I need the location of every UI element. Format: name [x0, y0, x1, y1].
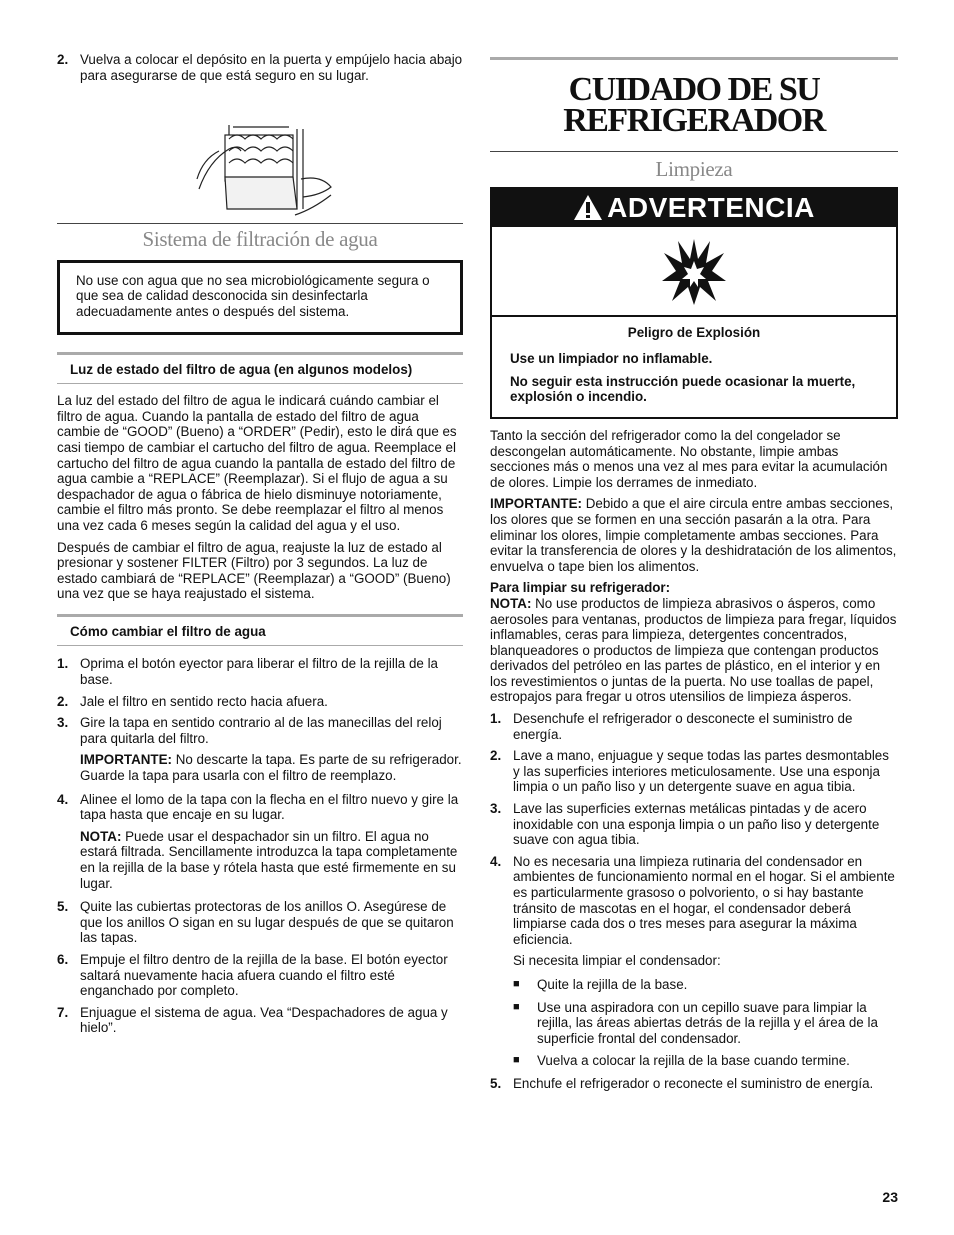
step-4 — [57, 792, 463, 823]
step-text: Enchufe el refrigerador o reconecte el suministro de energía. — [513, 1075, 874, 1091]
clean-heading: Para limpiar su refrigerador: — [490, 580, 671, 596]
note-label: NOTA: — [490, 595, 532, 611]
warning-instruction: Use un limpiador no inflamable. — [510, 351, 713, 367]
step-number: 2. — [490, 748, 502, 764]
step-text: Gire la tapa en sentido contrario al de las manecillas del reloj para quitarla del filtro. — [80, 715, 442, 746]
page-number: 23 — [882, 1189, 898, 1205]
warning-header — [492, 189, 896, 227]
warning-consequence: No seguir esta instrucción puede ocasionar la muerte, explosión o incendio. — [510, 373, 856, 405]
step-text: Alinee el lomo de la tapa con la flecha en el filtro nuevo y gire la tapa hasta que encaje en su lugar. — [80, 791, 459, 823]
step-number: 3. — [57, 715, 69, 731]
warning-text — [492, 317, 896, 417]
step-note — [57, 752, 463, 783]
step-text: No es necesaria una limpieza rutinaria del condensador en ambientes de funcionamiento normal en el hogar. Si el ambiente es particularmente grasoso o polvoriento, o si hay bastante tránsito de mascotas en el hogar, el condensador deberá limpiarse cada dos o tres meses para asegurar la máxima eficiencia. — [513, 853, 895, 947]
list-item — [513, 977, 898, 993]
step-2 — [57, 52, 463, 83]
paragraph: La luz del estado del filtro de agua le indicará cuándo cambiar el filtro de agua. Cuando la pantalla de estado del filtro de agua cambie de “GOOD” (Bueno) a “ORDER” (Pedir), esto le dirá que es casi tiempo de cambiar el cartucho del filtro de agua. Reemplace el cartucho del filtro de agua cuando la pantalla de estado del filtro de agua cambie a “REPLACE” (Reemplazar). Si el flujo de agua a su despachador de agua o fábrica de hielo disminuye notoriamente, cambie el filtro más pronto. Se debe reemplazar el filtro al menos una vez cada 6 meses según la calidad del agua y el uso. — [57, 393, 457, 533]
change-filter-steps — [57, 656, 463, 1035]
step-1 — [490, 711, 898, 742]
step-5 — [490, 1076, 898, 1092]
warning-box — [490, 187, 898, 419]
step-number: 5. — [490, 1075, 502, 1091]
notice-box — [57, 260, 463, 335]
important-text: Debido a que el aire circula entre ambas secciones, los olores que se formen en una sección pasarán a la otra. Para eliminar los olores, limpie completamente ambas secciones. Para evitar la transferencia de olores y la deshidratación de los alimentos, envuelva o tape bien los alimentos. — [490, 496, 897, 574]
note-label: NOTA: — [80, 828, 122, 844]
bullet-list — [490, 977, 898, 1069]
step-note — [57, 829, 463, 891]
note-text: Puede usar el despachador sin un filtro. El agua no estará filtrada. Sencillamente introduzca la tapa completamente en la rejilla de la base y rótela hasta que esté firmemente en su lugar. — [80, 828, 458, 891]
paragraph: Tanto la sección del refrigerador como la del congelador se descongelan automáticamente. No obstante, limpie ambas secciones más o menos una vez al mes para evitar la acumulación de olores. Limpie los derrames de inmediato. — [490, 427, 888, 490]
step-6 — [57, 952, 463, 999]
step-number: 5. — [57, 899, 69, 915]
step-number: 2. — [57, 52, 69, 67]
step-text: Lave las superficies externas metálicas pintadas y de acero inoxidable con una esponja limpia o un paño liso y detergente suave con agua tibia. — [513, 801, 880, 848]
step-text: Enjuague el sistema de agua. Vea “Despachadores de agua y hielo”. — [80, 1004, 448, 1036]
step-text: Lave a mano, enjuague y seque todas las partes desmontables y las superficies interiores meticulosamente. Use una esponja limpia o un paño liso y un detergente suave en agua tibia. — [513, 748, 889, 795]
step-number: 3. — [490, 801, 502, 817]
step-number: 7. — [57, 1004, 69, 1020]
list-item — [513, 1000, 898, 1047]
step-number: 1. — [57, 656, 69, 672]
step-4 — [490, 854, 898, 948]
ice-bin-illustration — [57, 89, 463, 217]
step-3 — [57, 715, 463, 746]
step-text: Quite las cubiertas protectoras de los anillos O. Asegúrese de que los anillos O sigan en su lugar después de que se quitaron las tapas. — [80, 899, 454, 946]
bullet-text: Quite la rejilla de la base. — [537, 976, 688, 992]
step-5 — [57, 899, 463, 946]
step-7 — [57, 1005, 463, 1036]
warning-triangle-icon — [573, 194, 603, 221]
change-filter-heading: Cómo cambiar el filtro de agua — [57, 614, 463, 647]
important-label: IMPORTANTE: — [490, 496, 582, 512]
bullet-square-icon: ■ — [513, 1054, 520, 1067]
status-light-heading: Luz de estado del filtro de agua (en algunos modelos) — [57, 352, 463, 385]
bullet-text: Use una aspiradora con un cepillo suave para limpiar la rejilla, las áreas abiertas detrás de la rejilla y el área de la superficie frontal del condensador. — [537, 999, 878, 1046]
step-2 — [57, 694, 463, 710]
left-column — [57, 52, 463, 1042]
title-top-rule — [490, 57, 898, 60]
note-text: No descarte la tapa. Es parte de su refrigerador. Guarde la tapa para usarla con el filtro de reemplazo. — [80, 752, 462, 784]
paragraph — [490, 496, 898, 574]
step-number: 1. — [490, 711, 502, 727]
notice-text: No use con agua que no sea microbiológicamente segura o que sea de calidad desconocida sin desinfectarla adecuadamente antes o después del sistema. — [76, 272, 430, 319]
bullet-square-icon: ■ — [513, 977, 520, 990]
step-text: Desenchufe el refrigerador o desconecte el suministro de energía. — [513, 711, 853, 742]
step-text: Oprima el botón eyector para liberar el filtro de la rejilla de la base. — [80, 656, 439, 688]
step-1 — [57, 656, 463, 687]
paragraph — [490, 596, 898, 705]
explosion-icon — [662, 237, 726, 305]
right-column — [490, 57, 898, 1098]
step-number: 4. — [57, 791, 69, 807]
section-title: Sistema de filtración de agua — [142, 227, 378, 252]
step-note: Si necesita limpiar el condensador: — [513, 953, 721, 969]
step-text: Empuje el filtro dentro de la rejilla de la base. El botón eyector saltará nuevamente hacia afuera cuando el filtro esté enganchado por completo. — [80, 951, 448, 999]
explosion-icon-area — [492, 227, 896, 317]
step-2 — [490, 748, 898, 795]
list-item — [513, 1053, 898, 1069]
section-title: Limpieza — [655, 157, 733, 181]
paragraph: Después de cambiar el filtro de agua, reajuste la luz de estado al presionar y sostener FILTER (Filtro) por 3 segundos. La luz de estado cambiará de “REPLACE” (Reemplazar) a “GOOD” (Bueno) una vez que se haya reajustado el sistema. — [57, 539, 451, 602]
warning-header-text: ADVERTENCIA — [607, 191, 815, 223]
bullet-text: Vuelva a colocar la rejilla de la base cuando termine. — [537, 1053, 850, 1069]
step-text: Jale el filtro en sentido recto hacia afuera. — [80, 693, 328, 709]
step-3 — [490, 801, 898, 848]
page-title: CUIDADO DE SU REFRIGERADOR — [563, 71, 825, 139]
step-text: Vuelva a colocar el depósito en la puerta y empújelo hacia abajo para asegurarse de que está seguro en su lugar. — [80, 52, 463, 83]
note-label: IMPORTANTE: — [80, 752, 172, 768]
bullet-square-icon: ■ — [513, 1000, 520, 1013]
step-number: 4. — [490, 853, 502, 869]
note-text: No use productos de limpieza abrasivos o ásperos, como aerosoles para ventanas, productos de limpieza para fregar, líquidos inflamables, ceras para limpieza, detergentes concentrados, blanqueadores o productos de limpieza que contengan productos derivados del petróleo en las partes de plástico, en el interior y en los revestimientos o juntas de la puerta. No use toallas de papel, estropajos para fregar u otros utensilios de limpieza ásperos. — [490, 595, 897, 705]
step-number: 6. — [57, 951, 69, 967]
step-number: 2. — [57, 693, 69, 709]
hazard-title: Peligro de Explosión — [627, 324, 761, 340]
